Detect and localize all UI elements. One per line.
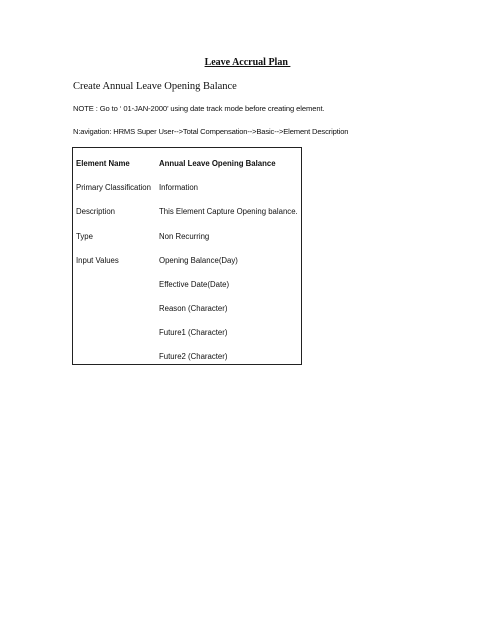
row-value: Non Recurring [159,232,210,241]
document-title: Leave Accrual Plan [204,57,291,68]
section-heading: Create Annual Leave Opening Balance [73,81,237,92]
row-value: Information [159,183,199,192]
row-value: Future2 (Character) [159,352,228,361]
row-label: Type [76,232,93,241]
row-label: Primary Classification [76,183,151,192]
element-definition-table [72,147,302,365]
row-label: Input Values [76,256,119,265]
row-value: Reason (Character) [159,304,228,313]
note-text: NOTE : Go to ‘ 01-JAN-2000’ using date track mode before creating element. [73,104,325,113]
navigation-path-text: N:avigation: HRMS Super User-->Total Compensation-->Basic-->Element Description [73,127,349,136]
row-value: This Element Capture Opening balance. [159,207,298,216]
row-value: Effective Date(Date) [159,280,230,289]
row-value: Future1 (Character) [159,328,228,337]
row-value: Opening Balance(Day) [159,256,238,265]
header-label: Element Name [76,159,130,168]
row-label: Description [76,207,115,216]
header-value: Annual Leave Opening Balance [159,159,276,168]
